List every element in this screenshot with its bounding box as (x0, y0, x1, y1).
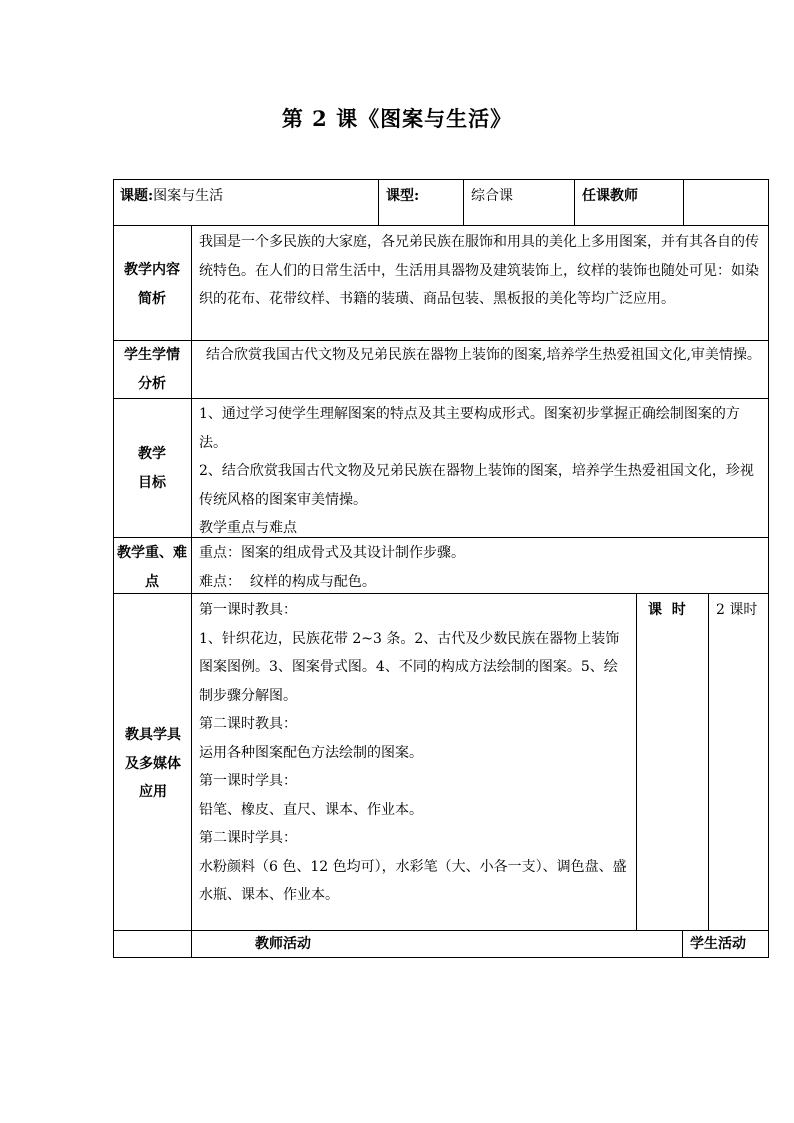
period-label: 课 时 (648, 602, 686, 618)
column-divider (683, 179, 684, 226)
type-label: 课型: (386, 188, 420, 204)
table-border-right (768, 179, 769, 958)
aids-line: 第二课时教具： (199, 716, 297, 732)
aids-line: 1、针织花边，民族花带 2~3 条。2、古代及少数民族在器物上装饰图案图例。3、图案骨式图。4、不同的构成方法绘制的图案。5、绘制步骤分解图。 (199, 630, 620, 704)
column-divider (636, 593, 637, 931)
table-border-left (113, 179, 114, 958)
column-divider (463, 179, 464, 226)
aids-line: 第一课时教具： (199, 602, 297, 618)
row-divider (113, 398, 769, 399)
table-border-top (113, 179, 769, 180)
objectives-label: 教学目标 (138, 446, 166, 491)
aids-line: 第二课时学具： (199, 830, 297, 846)
period-value: 2 课时 (716, 602, 758, 618)
page-title: 第 2 课《图案与生活》 (281, 106, 513, 131)
row-divider (113, 225, 769, 226)
content-summary-text: 我国是一个多民族的大家庭，各兄弟民族在服饰和用具的美化上多用图案，并有其各自的传统特色。在人们的日常生活中，生活用具器物及建筑装饰上，纹样的装饰也随处可见：如染织的花布、花带纹样、书籍的装璜、商品包装、黑板报的美化等均广泛应用。 (199, 234, 759, 307)
teacher-activity-heading: 教师活动 (255, 936, 311, 952)
column-divider (682, 930, 683, 958)
aids-line: 运用各种图案配色方法绘制的图案。 (199, 744, 423, 761)
teaching-aids-list (199, 596, 631, 910)
topic-cell (120, 182, 223, 211)
table-border-bottom (113, 957, 769, 958)
student-analysis-text: 结合欣赏我国古代文物及兄弟民族在器物上装饰的图案,培养学生热爱祖国文化,审美情操。 (206, 347, 761, 363)
aids-line: 水粉颜料（6 色、12 色均可），水彩笔（大、小各一支）、调色盘、盛水瓶、课本、作业本。 (199, 858, 627, 903)
teaching-aids-label: 教具学具及多媒体应用 (125, 727, 181, 800)
aids-line: 铅笔、橡皮、直尺、课本、作业本。 (199, 801, 423, 818)
key-point-item: 难点： 纹样的构成与配色。 (199, 573, 376, 590)
objective-item: 教学重点与难点 (199, 520, 297, 536)
teacher-label: 任课教师 (582, 188, 638, 204)
objective-item: 1、通过学习使学生理解图案的特点及其主要构成形式。图案初步掌握正确绘制图案的方法。 (199, 406, 740, 451)
column-divider (191, 225, 192, 958)
type-value: 综合课 (471, 188, 513, 204)
content-summary-label: 教学内容简析 (124, 262, 180, 307)
row-divider (113, 930, 769, 931)
key-points-list (199, 539, 764, 596)
topic-label: 课题: (120, 188, 154, 204)
column-divider (574, 179, 575, 226)
objective-item: 2、结合欣赏我国古代文物及兄弟民族在器物上装饰的图案，培养学生热爱祖国文化，珍视传统风格的图案审美情操。 (199, 463, 754, 508)
aids-line: 第一课时学具： (199, 773, 297, 789)
topic-value: 图案与生活 (153, 188, 224, 204)
key-point-item: 重点：图案的组成骨式及其设计制作步骤。 (199, 545, 465, 561)
student-activity-heading: 学生活动 (690, 936, 746, 952)
column-divider (708, 593, 709, 931)
key-points-label: 教学重、难点 (117, 545, 187, 590)
student-analysis-label: 学生学情分析 (124, 347, 180, 392)
objectives-list (199, 400, 764, 543)
column-divider (378, 179, 379, 226)
